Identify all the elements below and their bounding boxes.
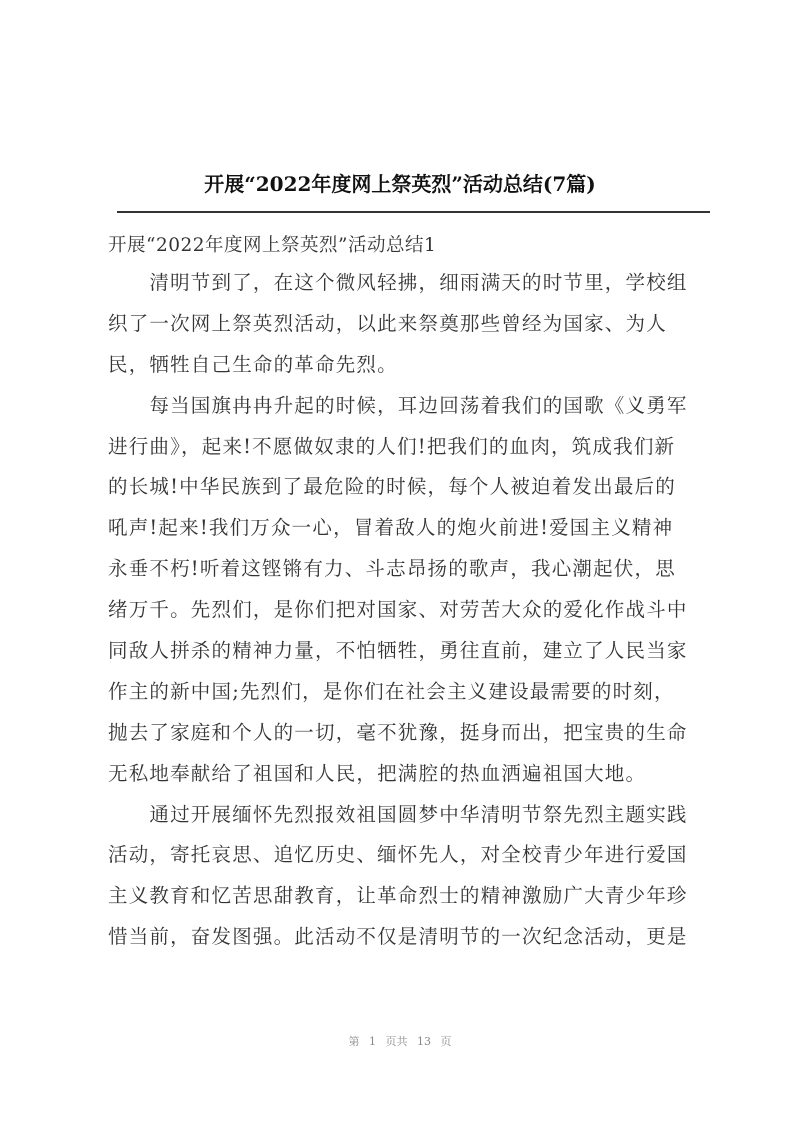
text-line: 活动，寄托哀思、追忆历史、缅怀先人，对全校青少年进行爱国 — [108, 843, 688, 867]
text-line: 作主的新中国;先烈们，是你们在社会主义建设最需要的时刻， — [108, 679, 675, 703]
section-heading: 开展“2022年度网上祭英烈”活动总结1 — [108, 235, 437, 256]
text-line: 无私地奉献给了祖国和人民，把满腔的热血洒遍祖国大地。 — [108, 761, 647, 785]
text-line: 抛去了家庭和个人的一切，毫不犹豫，挺身而出，把宝贵的生命 — [108, 720, 688, 744]
document-body — [108, 269, 713, 964]
text-line: 同敌人拼杀的精神力量，不怕牺牲，勇往直前，建立了人民当家 — [108, 639, 688, 663]
page-footer: 第 1 页共 13 页 — [348, 1035, 452, 1048]
document-title: 开展“2022年度网上祭英烈”活动总结(7篇) — [204, 172, 596, 196]
text-line: 清明节到了，在这个微风轻拂，细雨满天的时节里，学校组 — [108, 271, 688, 294]
text-line: 进行曲》，起来!不愿做奴隶的人们!把我们的血肉，筑成我们新 — [108, 434, 676, 458]
text-line: 每当国旗冉冉升起的时候，耳边回荡着我们的国歌《义勇军 — [108, 393, 688, 417]
text-line: 惜当前，奋发图强。此活动不仅是清明节的一次纪念活动，更是 — [108, 925, 688, 949]
text-line: 的长城!中华民族到了最危险的时候，每个人被迫着发出最后的 — [108, 475, 676, 499]
text-line: 民，牺牲自己生命的革命先烈。 — [108, 352, 398, 376]
text-line: 织了一次网上祭英烈活动，以此来祭奠那些曾经为国家、为人 — [108, 311, 667, 335]
text-line: 绪万千。先烈们，是你们把对国家、对劳苦大众的爱化作战斗中 — [108, 598, 688, 622]
text-line: 通过开展缅怀先烈报效祖国圆梦中华清明节祭先烈主题实践 — [108, 802, 688, 826]
text-line: 永垂不朽!听着这铿锵有力、斗志昂扬的歌声，我心潮起伏，思 — [108, 557, 676, 581]
text-line: 主义教育和忆苦思甜教育，让革命烈士的精神激励广大青少年珍 — [108, 884, 688, 908]
text-line: 吼声!起来!我们万众一心，冒着敌人的炮火前进!爱国主义精神 — [108, 516, 674, 540]
title-divider — [117, 211, 710, 213]
